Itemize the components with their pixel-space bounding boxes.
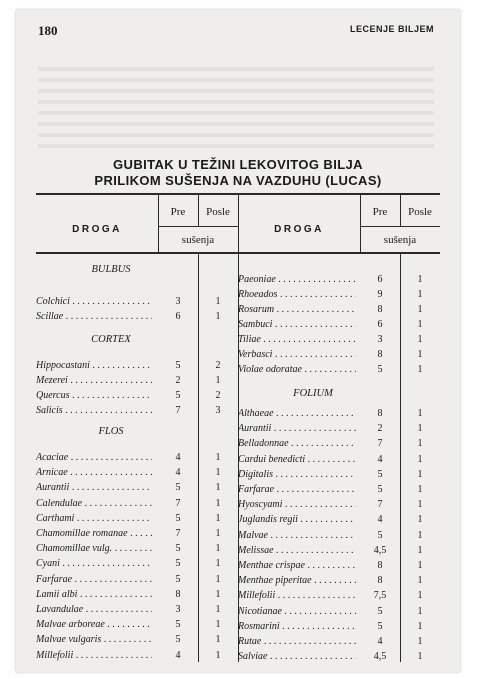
pre-value: 8 — [377, 560, 383, 571]
table-row — [36, 482, 238, 495]
posle-value: 1 — [417, 289, 423, 300]
pre-value: 7 — [377, 499, 383, 511]
header-susenja-right: sušenja — [383, 234, 417, 246]
pre-value: 7 — [377, 438, 383, 450]
header-susenja-left: sušenja — [181, 234, 215, 246]
posle-value: 1 — [417, 453, 423, 465]
posle-value: 1 — [215, 528, 221, 539]
drug-name: Lavandulae . . . — [36, 604, 152, 615]
posle-value: 1 — [417, 620, 423, 632]
pre-value: 8 — [377, 304, 383, 315]
pre-value: 4 — [175, 649, 181, 661]
posle-value: 1 — [417, 334, 423, 345]
table-row — [238, 575, 440, 588]
drug-name: Aurantii . . . — [36, 482, 152, 493]
drug-name: Cyani . . . — [36, 558, 152, 569]
pre-value: 4 — [175, 467, 181, 479]
drug-name: Acaciae . . . — [36, 452, 152, 463]
table-row — [238, 499, 440, 512]
drug-name: Chamomillae romanae . . . — [36, 528, 152, 539]
pre-value: 5 — [175, 573, 181, 585]
posle-value: 1 — [417, 575, 423, 587]
table-row — [238, 364, 440, 377]
pre-value: 5 — [377, 529, 383, 541]
posle-value: 1 — [417, 514, 423, 526]
drug-name: Malvae arboreae . . . — [36, 619, 152, 630]
table-title-line1: GUBITAK U TEŽINI LEKOVITOG BILJA — [113, 157, 363, 172]
drug-name: Juglandis regii . . . — [238, 514, 356, 525]
table-row — [36, 574, 238, 587]
posle-value: 1 — [417, 499, 423, 511]
pre-value: 3 — [175, 296, 181, 307]
posle-value: 2 — [215, 360, 221, 371]
pre-value: 5 — [377, 605, 383, 617]
posle-value: 2 — [215, 390, 221, 401]
table-row — [238, 651, 440, 664]
table-row — [36, 543, 238, 556]
drug-name: Rhoeados . . . — [238, 289, 356, 300]
table-row — [36, 634, 238, 647]
pre-value: 5 — [175, 482, 181, 494]
table-row — [238, 484, 440, 497]
posle-value: 1 — [215, 558, 221, 570]
drug-name: Cardui benedicti . . . — [238, 454, 356, 465]
drug-name: Digitalis . . . — [238, 469, 356, 480]
drug-name: Hyoscyami . . . — [238, 499, 356, 510]
drug-name: Nicotianae . . . — [238, 606, 356, 617]
table-row — [238, 560, 440, 573]
posle-value: 1 — [417, 590, 423, 602]
header-droga-left: DROGA — [72, 224, 122, 235]
pre-value: 4,5 — [373, 651, 387, 663]
posle-value: 3 — [215, 405, 221, 416]
pre-value: 8 — [377, 575, 383, 587]
pre-value: 9 — [377, 289, 383, 300]
drug-name: Hippocastani . . . — [36, 360, 152, 371]
drug-name: Violae odoratae . . . — [238, 364, 356, 375]
posle-value: 1 — [417, 484, 423, 495]
posle-value: 1 — [417, 438, 423, 450]
posle-value: 1 — [215, 619, 221, 631]
pre-value: 4 — [175, 452, 181, 463]
posle-value: 1 — [215, 497, 221, 509]
table-title-line2: PRILIKOM SUŠENJA NA VAZDUHU (LUCAS) — [94, 173, 382, 188]
pre-value: 5 — [377, 620, 383, 632]
drug-name: Chamomillae vulg. . . . — [36, 543, 152, 554]
table-row — [238, 289, 440, 302]
left-subheader-rule — [158, 226, 238, 227]
table-row — [238, 423, 440, 436]
header-droga-right: DROGA — [274, 224, 324, 235]
pre-value: 2 — [377, 423, 383, 435]
posle-value: 1 — [215, 649, 221, 661]
drug-name: Millefolii . . . — [238, 590, 356, 601]
posle-value: 1 — [417, 423, 423, 435]
page-header — [38, 23, 434, 39]
drug-name: Melissae . . . — [238, 545, 356, 556]
section-bulbus: BULBUS — [91, 264, 131, 275]
table-row — [238, 636, 440, 649]
right-subheader-rule — [360, 226, 440, 227]
drug-name: Calendulae . . . — [36, 498, 152, 509]
pre-value: 5 — [175, 360, 181, 371]
drug-name: Lamii albi . . . — [36, 589, 152, 600]
drug-name: Menthae piperitae . . . — [238, 575, 356, 586]
bleed-through-text — [38, 60, 434, 155]
pre-value: 5 — [175, 634, 181, 646]
table-row — [238, 530, 440, 543]
pre-value: 8 — [377, 349, 383, 360]
pre-value: 7 — [175, 497, 181, 509]
pre-value: 5 — [175, 512, 181, 524]
pre-value: 7,5 — [373, 590, 387, 602]
table-row — [238, 606, 440, 619]
pre-value: 6 — [377, 319, 383, 330]
pre-value: 3 — [175, 604, 181, 615]
posle-value: 1 — [215, 588, 221, 600]
pre-value: 4 — [377, 636, 383, 647]
posle-value: 1 — [417, 408, 423, 419]
drug-name: Rosmarini . . . — [238, 621, 356, 632]
table-row — [238, 334, 440, 347]
page-number: 180 — [38, 23, 58, 38]
book-page — [16, 10, 460, 672]
table-row — [36, 513, 238, 526]
table-row — [36, 452, 238, 465]
drug-name: Belladonnae . . . — [238, 438, 356, 449]
drug-name: Arnicae . . . — [36, 467, 152, 478]
drug-name: Sambuci . . . — [238, 319, 356, 330]
posle-value: 1 — [417, 605, 423, 617]
table-row — [36, 467, 238, 480]
header-pre-left: Pre — [170, 206, 186, 218]
table-row — [36, 405, 238, 418]
pre-value: 5 — [175, 543, 181, 555]
running-title: LECENJE BILJEM — [349, 24, 434, 34]
section-cortex: CORTEX — [91, 334, 131, 345]
drug-name: Aurantii . . . — [238, 423, 356, 434]
pre-value: 3 — [377, 334, 383, 345]
table-row — [36, 619, 238, 632]
posle-value: 1 — [417, 274, 423, 285]
table-row — [238, 274, 440, 287]
posle-value: 1 — [215, 452, 221, 463]
header-pre-right: Pre — [372, 206, 388, 218]
drug-name: Althaeae . . . — [238, 408, 356, 419]
posle-value: 1 — [215, 634, 221, 646]
posle-value: 1 — [215, 604, 221, 615]
pre-value: 5 — [377, 364, 383, 375]
table-row — [238, 304, 440, 317]
header-posle-left: Posle — [206, 206, 230, 218]
drug-name: Menthae crispae . . . — [238, 560, 356, 571]
drug-name: Mezerei . . . — [36, 375, 152, 386]
table-row — [36, 498, 238, 511]
section-flos: FLOS — [98, 426, 124, 437]
table-row — [36, 390, 238, 403]
table-row — [36, 311, 238, 324]
posle-value: 1 — [215, 482, 221, 494]
section-folium: FOLIUM — [293, 388, 333, 399]
table-row — [238, 545, 440, 558]
table-row — [238, 590, 440, 603]
drug-name: Carthami . . . — [36, 513, 152, 524]
table-row — [36, 558, 238, 571]
posle-value: 1 — [215, 467, 221, 479]
table-row — [36, 296, 238, 309]
table-row — [36, 528, 238, 541]
table-row — [238, 319, 440, 332]
posle-value: 1 — [417, 651, 423, 663]
pre-value: 5 — [377, 484, 383, 495]
drug-name: Farfarae . . . — [238, 484, 356, 495]
posle-value: 1 — [215, 375, 221, 386]
pre-value: 4,5 — [373, 544, 387, 556]
posle-value: 1 — [417, 636, 423, 647]
posle-value: 1 — [215, 573, 221, 585]
drug-name: Rosarum . . . — [238, 304, 356, 315]
drug-name: Verbasci . . . — [238, 349, 356, 360]
drug-name: Quercus . . . — [36, 390, 152, 401]
table-row — [238, 438, 440, 451]
pre-value: 7 — [175, 528, 181, 539]
drug-name: Colchici . . . — [36, 296, 152, 307]
pre-value: 8 — [377, 408, 383, 419]
posle-value: 1 — [417, 349, 423, 360]
posle-value: 1 — [417, 529, 423, 541]
table-row — [238, 514, 440, 527]
table-row — [238, 408, 440, 421]
drug-name: Malvae . . . — [238, 530, 356, 541]
drug-name: Tiliae . . . — [238, 334, 356, 345]
pre-value: 5 — [377, 468, 383, 480]
drug-name: Scillae . . . — [36, 311, 152, 322]
pre-value: 6 — [377, 274, 383, 285]
drug-name: Malvae vulgaris . . . — [36, 634, 152, 645]
posle-value: 1 — [417, 304, 423, 315]
table-row — [238, 349, 440, 362]
table-row — [36, 375, 238, 388]
pre-value: 4 — [377, 514, 383, 526]
pre-value: 7 — [175, 405, 181, 416]
table-row — [36, 360, 238, 373]
drug-name: Paeoniae . . . — [238, 274, 356, 285]
drug-name: Salicis . . . — [36, 405, 152, 416]
posle-value: 1 — [417, 544, 423, 556]
table-row — [238, 469, 440, 482]
pre-value: 5 — [175, 558, 181, 570]
table-row — [36, 589, 238, 602]
posle-value: 1 — [215, 296, 221, 307]
table-row — [36, 604, 238, 617]
drug-name: Salviae . . . — [238, 651, 356, 662]
pre-value: 4 — [377, 453, 383, 465]
header-posle-right: Posle — [408, 206, 432, 218]
pre-value: 2 — [175, 375, 181, 386]
drug-name: Farfarae . . . — [36, 574, 152, 585]
pre-value: 8 — [175, 588, 181, 600]
table-row — [36, 650, 238, 663]
posle-value: 1 — [417, 468, 423, 480]
posle-value: 1 — [417, 319, 423, 330]
drug-name: Rutae . . . — [238, 636, 356, 647]
posle-value: 1 — [215, 543, 221, 555]
pre-value: 6 — [175, 311, 181, 322]
pre-value: 5 — [175, 390, 181, 401]
posle-value: 1 — [417, 560, 423, 571]
pre-value: 5 — [175, 619, 181, 631]
posle-value: 1 — [215, 512, 221, 524]
posle-value: 1 — [215, 311, 221, 322]
posle-value: 1 — [417, 364, 423, 375]
drug-name: Millefolii . . . — [36, 650, 152, 661]
table-row — [238, 454, 440, 467]
table-row — [238, 621, 440, 634]
